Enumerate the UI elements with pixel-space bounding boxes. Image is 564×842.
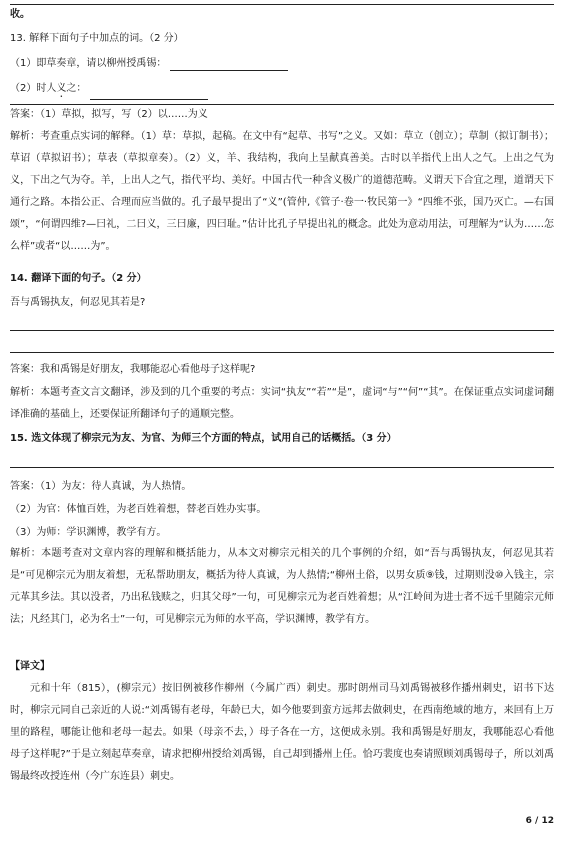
q15-answer-3: （3）为师：学识渊博，教学有方。: [10, 527, 167, 538]
q13-item1-blank[interactable]: [170, 60, 288, 71]
q15-answer-1: 答案：（1）为友：待人真诚，为人热情。: [10, 481, 192, 492]
q14-title: 14. 翻译下面的句子。（2 分）: [10, 273, 147, 284]
q13-item2-dotted-word: 义: [56, 83, 67, 94]
q15-analysis: 解析：本题考查对文章内容的理解和概括能力，从本文对柳宗元相关的几个事例的介绍，如“吾与禹锡执友，何忍见其若是“可见柳宗元为朋友着想，无私帮助朋友，概括为待人真诚，为人热情;“柳州土俗，以男女质⑨钱，过期则没⑩入钱主，宗元革其乡法。其以没者，乃出私钱赎之，归其父母”一句，可见柳宗元为老百姓着想；从“江岭间为进士者不远千里随宗元师法；凡经其门，必为名士”一句，可见柳宗元为师的水平高，学识渊博，教学有方。: [10, 548, 554, 625]
q14-sentence: 吾与禹锡执友，何忍见其若是?: [10, 297, 146, 308]
q13-item2-blank[interactable]: [90, 89, 208, 100]
q13-item2-suffix: 之：: [66, 83, 87, 94]
translation-heading: 【译文】: [10, 661, 50, 672]
q14-analysis: 解析：本题考查文言文翻译，涉及到的几个重要的考点：实词“执友”“若”“是”，虚词“与”“何”“其”。在保证重点实词虚词翻译准确的基础上，还要保证所翻译句子的通顺完整。: [10, 387, 554, 420]
top-rule: [10, 4, 554, 5]
q13-item1: [10, 57, 288, 71]
q13-item2-prefix: （2）时人: [10, 83, 57, 94]
page-number: 6 / 12: [525, 816, 554, 826]
translation-text: 元和十年（815），(柳宗元）按旧例被移作柳州（今属广西）刺史。那时朗州司马刘禹锡被移作播州刺史，诏书下达时，柳宗元同自己亲近的人说:“刘禹锡有老母，年龄已大，如今他要到蛮方远邦去做刺史，在西南绝域的地方，来回有上万里的路程，哪能让他和老母一起去。如果（母亲不去，）母子各在一方，这便成永别。我和禹锡是好朋友，我哪能忍心看他母子这样呢?”于是立刻起草奏章，请求把柳州授给刘禹锡，自己却到播州上任。恰巧裴度也奏请照顾刘禹锡母子，所以刘禹锡最终改授连州（今广东连县）刺史。: [10, 683, 554, 782]
q13-item2: [10, 82, 208, 100]
q13-analysis: 解析：考查重点实词的解释。（1）草：草拟，起稿。在文中有“起草、书写”之义。又如：草立（创立）；草制（拟订制书）；草诏（草拟诏书）；草表（草拟章奏）。（2）义，羊、我结构，我向上呈献真善美。古时以羊指代上出人之气。上出之气为义，下出之气为夺。羊，上出人之气，指代平均、美好。中国古代一种含义极广的道德范畴。义谓天下合宜之理，道谓天下通行之路。本指公正、合理而应当做的。孔子最早提出了“义”(管仲,《管子·卷一·牧民第一》“四维不张，国乃灭亡。—右国颂”，“何谓四维?—曰礼，二曰义，三曰廉，四曰耻。”估计比孔子早提出礼的概念。此处为意动用法，可理解为“认为……怎么样”或者“以……为”。: [10, 131, 554, 252]
top-line-text: 收。: [10, 9, 30, 20]
q15-title: 15. 选文体现了柳宗元为友、为官、为师三个方面的特点，试用自己的话概括。（3 分）: [10, 433, 397, 444]
q14-answer: 答案：我和禹锡是好朋友，我哪能忍心看他母子这样呢?: [10, 364, 256, 375]
q13-answer: 答案：（1）草拟，拟写，写（2）以……为义: [10, 109, 208, 120]
q15-answer-2: （2）为官：体恤百姓，为老百姓着想，替老百姓办实事。: [10, 504, 267, 515]
answer-rule: [10, 352, 554, 353]
q13-title: 13. 解释下面句子中加点的词。（2 分）: [10, 33, 184, 44]
answer-rule: [10, 467, 554, 468]
answer-rule: [10, 104, 554, 105]
answer-rule: [10, 330, 554, 331]
q13-item1-prefix: （1）即草奏章，请以柳州授禹锡：: [10, 58, 167, 69]
